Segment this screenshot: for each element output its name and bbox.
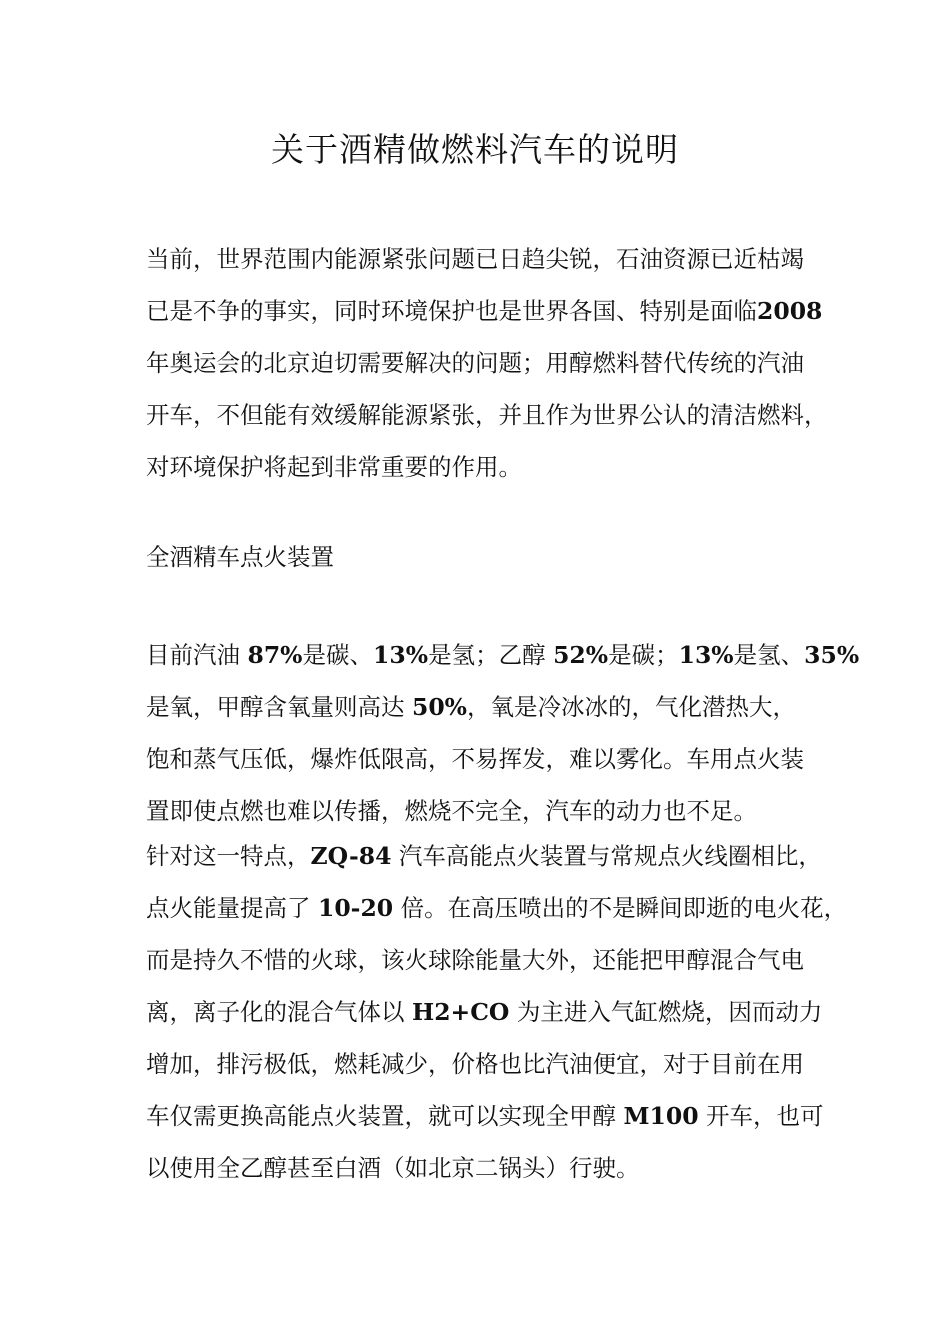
text-line: 已是不争的事实，同时环境保护也是世界各国、特别是面临2008	[146, 297, 823, 325]
text-line: 当前，世界范围内能源紧张问题已日趋尖锐，石油资源已近枯竭	[146, 245, 804, 273]
text-line: 饱和蒸气压低，爆炸低限高，不易挥发，难以雾化。车用点火装	[146, 745, 804, 773]
text-line: 针对这一特点，ZQ-84 汽车高能点火装置与常规点火线圈相比，	[146, 842, 822, 870]
text-line: 是氧，甲醇含氧量则高达 50%，氧是冷冰冰的，气化潜热大，	[146, 693, 797, 721]
zq84-paragraph	[146, 830, 848, 1194]
text-line: 而是持久不惜的火球，该火球除能量大外，还能把甲醇混合气电	[146, 946, 804, 974]
composition-paragraph	[146, 629, 860, 837]
document-title: 关于酒精做燃料汽车的说明	[271, 130, 679, 169]
text-line: 对环境保护将起到非常重要的作用。	[146, 453, 522, 481]
text-line: 以使用全乙醇甚至白酒（如北京二锅头）行驶。	[146, 1154, 640, 1182]
text-line: 年奥运会的北京迫切需要解决的问题；用醇燃料替代传统的汽油	[146, 349, 804, 377]
text-line: 置即使点燃也难以传播，燃烧不完全，汽车的动力也不足。	[146, 797, 757, 825]
text-line: 目前汽油 87%是碳、13%是氢；乙醇 52%是碳；13%是氢、35%	[146, 641, 860, 669]
text-line: 离，离子化的混合气体以 H2+CO 为主进入气缸燃烧，因而动力	[146, 998, 823, 1026]
section-heading: 全酒精车点火装置	[146, 543, 334, 571]
text-line: 点火能量提高了 10-20 倍。在高压喷出的不是瞬间即逝的电火花，	[146, 894, 848, 922]
text-line: 开车，不但能有效缓解能源紧张，并且作为世界公认的清洁燃料，	[146, 401, 828, 429]
year-2008: 2008	[757, 297, 823, 325]
text-line: 车仅需更换高能点火装置，就可以实现全甲醇 M100 开车，也可	[146, 1102, 824, 1130]
intro-paragraph	[146, 233, 828, 493]
text-line: 增加，排污极低，燃耗减少，价格也比汽油便宜，对于目前在用	[146, 1050, 804, 1078]
